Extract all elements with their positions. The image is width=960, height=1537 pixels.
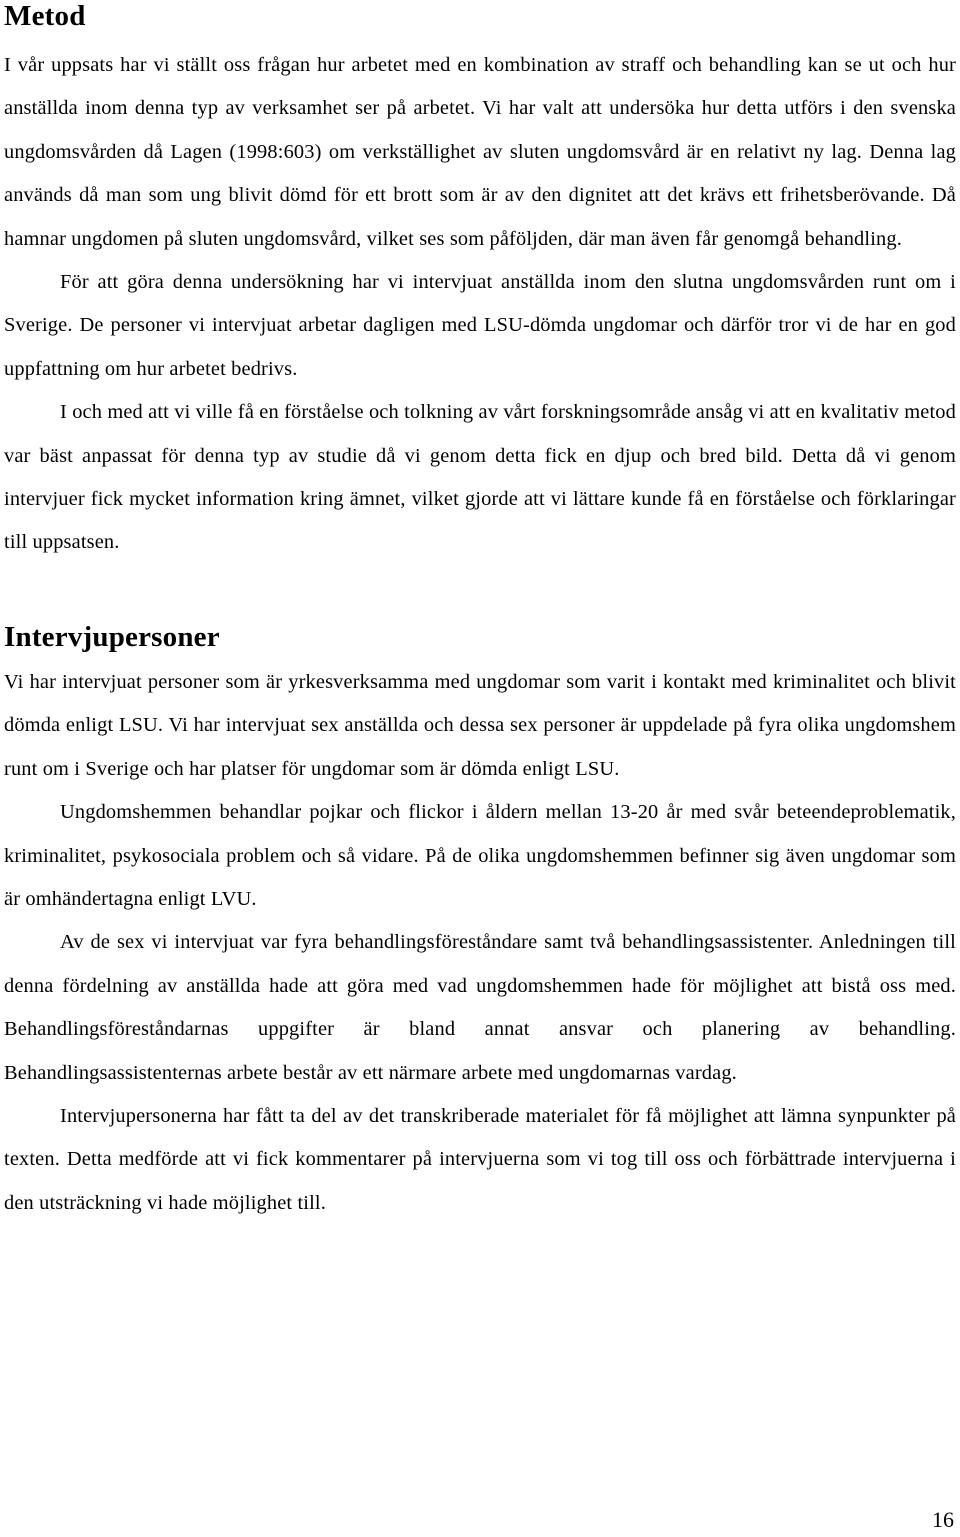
paragraph-metod-1: I vår uppsats har vi ställt oss frågan hur arbetet med en kombination av straff och behandling kan se ut och hur anställda inom denna typ av verksamhet ser på arbetet. Vi har valt att undersöka hur detta utförs i den svenska ungdomsvården då Lagen (1998:603) om verkställighet av sluten ungdomsvård är en relativt ny lag. Denna lag används då man som ung blivit dömd för ett brott som är av den dignitet att det krävs ett frihetsberövande. Då hamnar ungdomen på sluten ungdomsvård, vilket ses som påföljden, där man även får genomgå behandling. [4, 54, 956, 250]
section-title-intervjupersoner: Intervjupersoner [4, 620, 220, 653]
paragraph-intervju-3: Av de sex vi intervjuat var fyra behandlingsföreståndare samt två behandlingsassistenter. Anledningen till denna fördelning av anställda hade att göra med vad ungdomshemmen hade för möjlighet att bistå oss med. Behandlingsföreståndarnas uppgifter är bland annat ansvar och planering av behandling. Behandlingsassistenternas arbete består av ett närmare arbete med ungdomarnas vardag. [4, 931, 956, 1084]
paragraph-intervju-1: Vi har intervjuat personer som är yrkesverksamma med ungdomar som varit i kontakt med kriminalitet och blivit dömda enligt LSU. Vi har intervjuat sex anställda och dessa sex personer är uppdelade på fyra olika ungdomshem runt om i Sverige och har platser för ungdomar som är dömda enligt LSU. [4, 670, 956, 780]
paragraph-intervju-2: Ungdomshemmen behandlar pojkar och flickor i åldern mellan 13-20 år med svår beteendeproblematik, kriminalitet, psykosociala problem och så vidare. På de olika ungdomshemmen befinner sig även ungdomar som är omhändertagna enligt LVU. [4, 801, 956, 910]
document-page [4, 0, 956, 1225]
paragraph-intervju-4: Intervjupersonerna har fått ta del av det transkriberade materialet för få möjlighet att lämna synpunkter på texten. Detta medförde att vi fick kommentarer på intervjuerna som vi tog till oss och förbättrade intervjuerna i den utsträckning vi hade möjlighet till. [4, 1104, 956, 1214]
section-metod [4, 0, 956, 565]
paragraph-metod-3: I och med att vi ville få en förståelse och tolkning av vårt forskningsområde ansåg vi att en kvalitativ metod var bäst anpassat för denna typ av studie då vi genom detta fick en djup och bred bild. Detta då vi genom intervjuer fick mycket information kring ämnet, vilket gjorde att vi lättare kunde få en förståelse och förklaringar till uppsatsen. [4, 401, 956, 554]
page-number: 16 [932, 1507, 954, 1532]
paragraph-metod-2: För att göra denna undersökning har vi intervjuat anställda inom den slutna ungdomsvården runt om i Sverige. De personer vi intervjuat arbetar dagligen med LSU-dömda ungdomar och därför tror vi de har en god uppfattning om hur arbetet bedrivs. [4, 271, 956, 380]
section-title-metod: Metod [4, 0, 86, 32]
section-intervjupersoner [4, 621, 956, 1225]
